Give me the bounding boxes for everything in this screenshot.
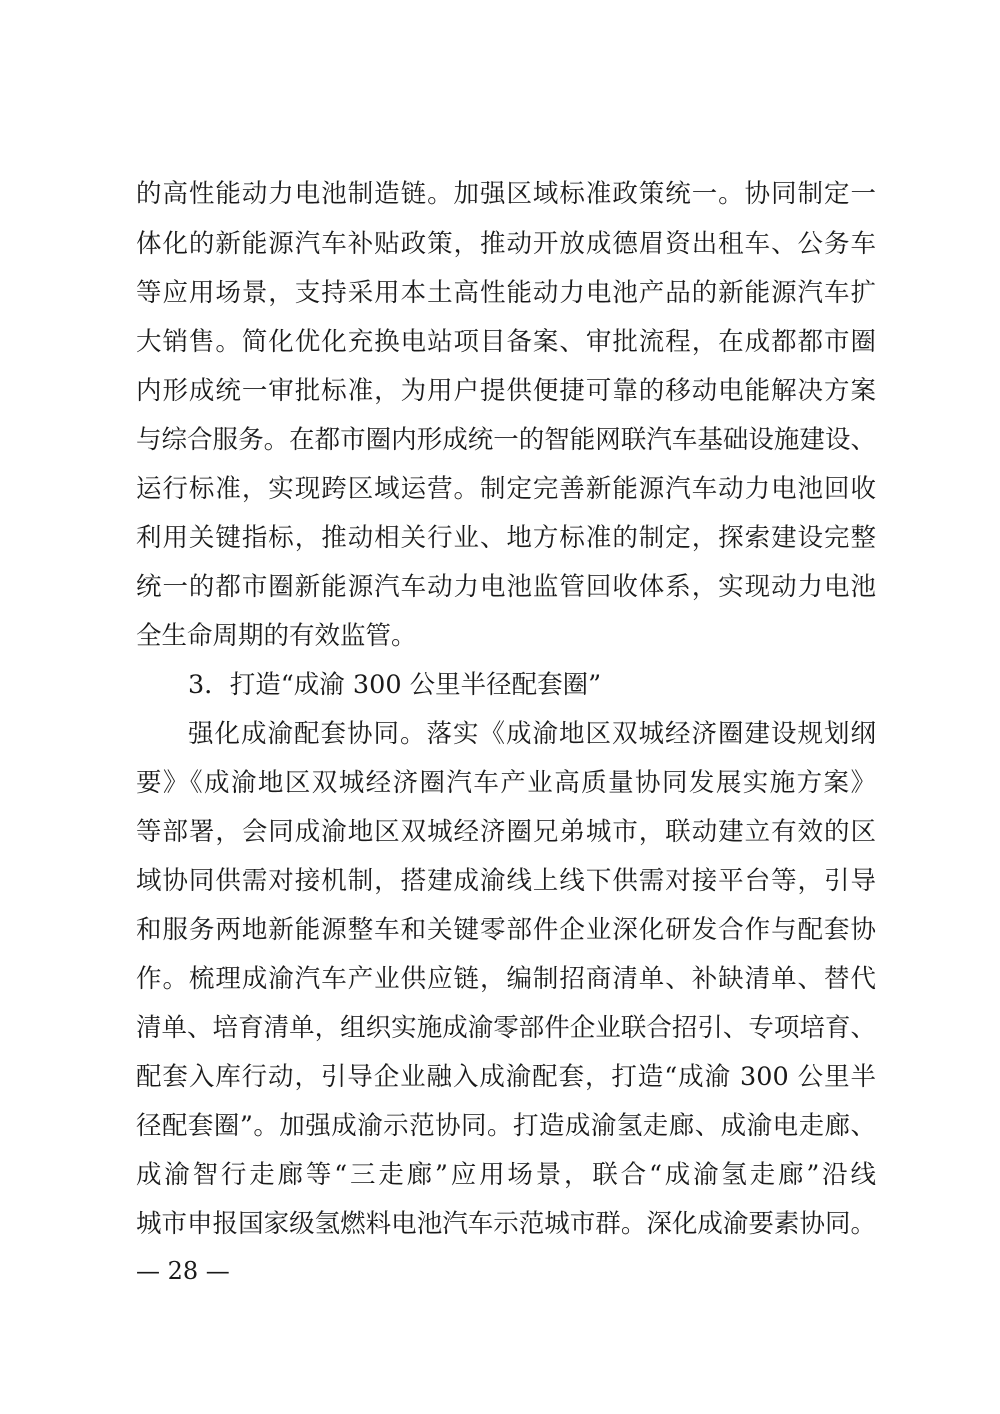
paragraph-line: 利用关键指标，推动相关行业、地方标准的制定，探索建设完整 [136,523,876,553]
paragraph-line: 内形成统一审批标准，为用户提供便捷可靠的移动电能解决方案 [136,376,876,406]
paragraph-line: 配套入库行动，引导企业融入成渝配套，打造“成渝 300 公里半 [136,1062,876,1092]
paragraph-line: 等应用场景，支持采用本土高性能动力电池产品的新能源汽车扩 [136,278,876,308]
page-number: — 28 — [136,1257,230,1285]
paragraph-line: 成渝智行走廊等“三走廊”应用场景，联合“成渝氢走廊”沿线 [136,1160,876,1190]
paragraph-line: 清单、培育清单，组织实施成渝零部件企业联合招引、专项培育、 [136,1013,876,1043]
paragraph-line: 大销售。简化优化充换电站项目备案、审批流程，在成都都市圈 [136,327,876,357]
section-heading: 3．打造“成渝 300 公里半径配套圈” [188,670,602,700]
paragraph-line: 等部署，会同成渝地区双城经济圈兄弟城市，联动建立有效的区 [136,817,876,847]
paragraph-line: 运行标准，实现跨区域运营。制定完善新能源汽车动力电池回收 [136,474,876,504]
paragraph-line: 体化的新能源汽车补贴政策，推动开放成德眉资出租车、公务车 [136,229,876,259]
paragraph-line: 径配套圈”。加强成渝示范协同。打造成渝氢走廊、成渝电走廊、 [136,1111,876,1141]
paragraph-line: 的高性能动力电池制造链。加强区域标准政策统一。协同制定一 [136,179,876,209]
paragraph-line: 作。梳理成渝汽车产业供应链，编制招商清单、补缺清单、替代 [136,964,876,994]
paragraph-line: 强化成渝配套协同。落实《成渝地区双城经济圈建设规划纲 [188,719,876,749]
paragraph-line: 全生命周期的有效监管。 [136,621,417,651]
paragraph-line: 统一的都市圈新能源汽车动力电池监管回收体系，实现动力电池 [136,572,876,602]
paragraph-line: 与综合服务。在都市圈内形成统一的智能网联汽车基础设施建设、 [136,425,876,455]
paragraph-line: 域协同供需对接机制，搭建成渝线上线下供需对接平台等，引导 [136,866,876,896]
paragraph-line: 城市申报国家级氢燃料电池汽车示范城市群。深化成渝要素协同。 [136,1209,876,1239]
paragraph-line: 和服务两地新能源整车和关键零部件企业深化研发合作与配套协 [136,915,876,945]
paragraph-line: 要》《成渝地区双城经济圈汽车产业高质量协同发展实施方案》 [136,768,876,798]
